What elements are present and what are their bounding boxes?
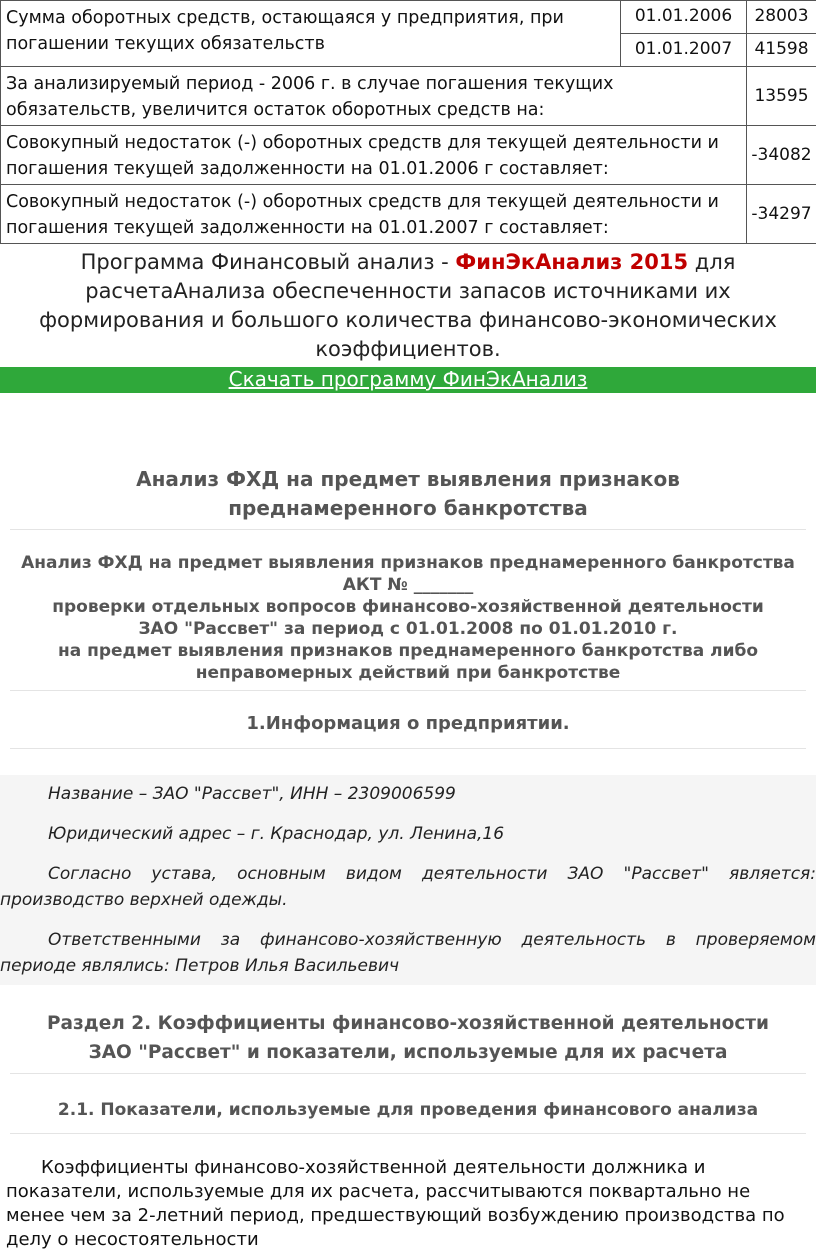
table-row xyxy=(1,1,816,34)
info-heading: 1.Информация о предприятии. xyxy=(0,709,816,738)
table-cell-label: Совокупный недостаток (-) оборотных средств для текущей деятельности и погашения текущей задолженности на 01.01.2007 г составляет: xyxy=(1,185,747,244)
table-cell-value: 41598 xyxy=(747,34,816,67)
table-row xyxy=(1,185,816,244)
table-row xyxy=(1,67,816,126)
act-line: проверки отдельных вопросов финансово-хозяйственной деятельности xyxy=(20,596,796,618)
act-number: АКТ № _______ xyxy=(20,574,796,596)
company-activity: Согласно устава, основным видом деятельности ЗАО "Рассвет" является: производство верхней одежды. xyxy=(0,861,816,913)
company-name: Название – ЗАО "Рассвет", ИНН – 2309006599 xyxy=(0,781,816,807)
section-title: Анализ ФХД на предмет выявления признаков преднамеренного банкротства xyxy=(0,465,816,523)
download-bar xyxy=(0,367,816,393)
table-cell-date: 01.01.2007 xyxy=(621,34,747,67)
act-line: ЗАО "Рассвет" за период с 01.01.2008 по 01.01.2010 г. xyxy=(20,618,796,640)
company-address: Юридический адрес – г. Краснодар, ул. Ленина,16 xyxy=(0,821,816,847)
table-cell-value: -34297 xyxy=(747,185,816,244)
promo-after: для расчетаАнализа обеспеченности запасов источниками их формирования и большого количества финансово-экономических коэффициентов. xyxy=(39,250,777,361)
table-cell-value: 28003 xyxy=(747,1,816,34)
table-cell-value: 13595 xyxy=(747,67,816,126)
section2-title: Раздел 2. Коэффициенты финансово-хозяйственной деятельности ЗАО "Рассвет" и показатели, используемые для их расчета xyxy=(0,1009,816,1067)
promo-before: Программа Финансовый анализ - xyxy=(81,250,456,274)
table-cell-label: Совокупный недостаток (-) оборотных средств для текущей деятельности и погашения текущей задолженности на 01.01.2006 г составляет: xyxy=(1,126,747,185)
promo-brand: ФинЭкАнализ 2015 xyxy=(455,250,688,274)
table-cell-label: За анализируемый период - 2006 г. в случае погашения текущих обязательств, увеличится остаток оборотных средств на: xyxy=(1,67,747,126)
table-cell-date: 01.01.2006 xyxy=(621,1,747,34)
promo-text xyxy=(0,244,816,364)
act-header xyxy=(0,552,816,684)
section21-title: 2.1. Показатели, используемые для проведения финансового анализа xyxy=(0,1096,816,1125)
company-responsible: Ответственными за финансово-хозяйственную деятельность в проверяемом периоде являлись: Петров Илья Васильевич xyxy=(0,927,816,979)
act-line: Анализ ФХД на предмет выявления признаков преднамеренного банкротства xyxy=(20,552,796,574)
download-link[interactable]: Скачать программу ФинЭкАнализ xyxy=(229,367,588,391)
table-cell-label: Сумма оборотных средств, остающаяся у предприятия, при погашении текущих обязательств xyxy=(1,1,621,67)
financial-summary-table xyxy=(0,0,816,244)
company-info-block xyxy=(0,775,816,985)
table-row xyxy=(1,126,816,185)
act-line: на предмет выявления признаков преднамеренного банкротства либо неправомерных действий при банкротстве xyxy=(20,640,796,684)
body-paragraph: Коэффициенты финансово-хозяйственной деятельности должника и показатели, используемые для их расчета, рассчитываются поквартально не менее чем за 2-летний период, предшествующий возбуждению производства по делу о несостоятельности xyxy=(0,1156,816,1252)
table-cell-value: -34082 xyxy=(747,126,816,185)
